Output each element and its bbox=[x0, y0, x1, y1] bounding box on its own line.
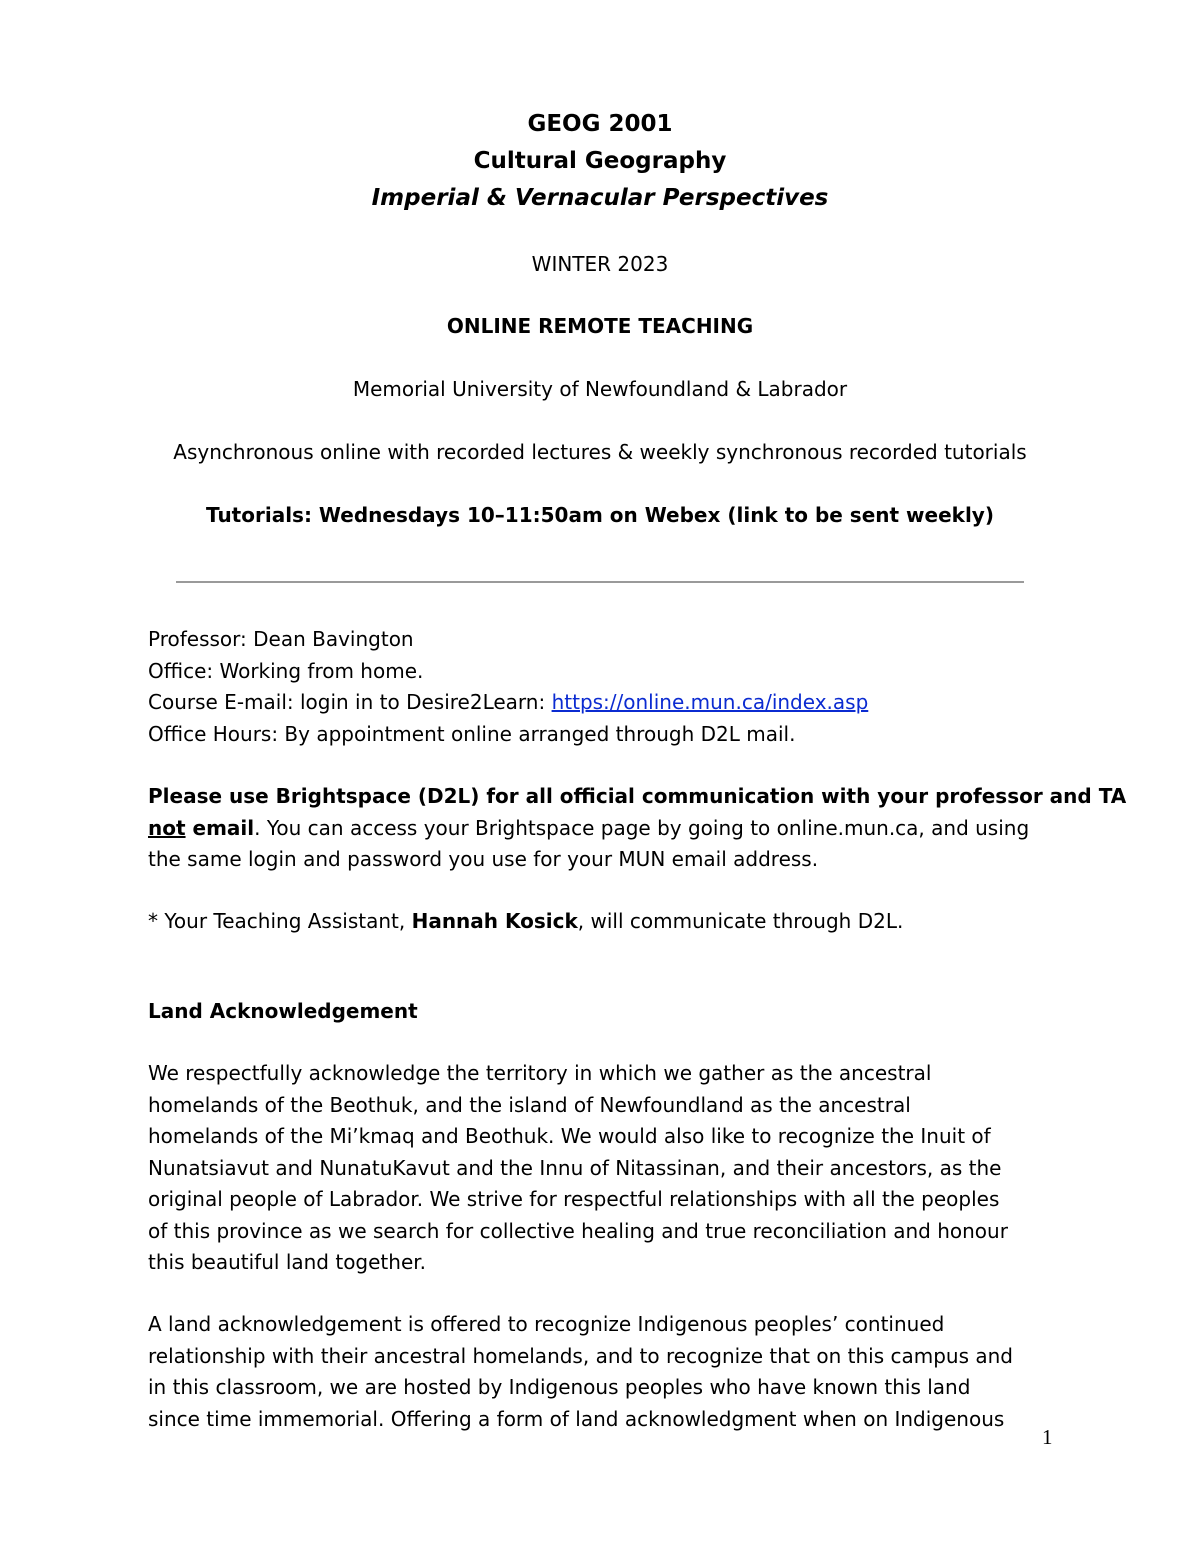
ta-note bbox=[148, 906, 903, 938]
paragraph-line: original people of Labrador. We strive for respectful relationships with all the peoples bbox=[148, 1187, 1000, 1211]
tutorial-schedule: Tutorials: Wednesdays 10–11:50am on Webex (link to be sent weekly) bbox=[206, 503, 994, 527]
university-name: Memorial University of Newfoundland & Labrador bbox=[352, 377, 848, 401]
paragraph-line: since time immemorial. Offering a form of land acknowledgment when on Indigenous bbox=[148, 1406, 1005, 1431]
paragraph-line: this beautiful land together. bbox=[148, 1250, 426, 1274]
communication-rest: . You can access your Brightspace page by going to online.mun.ca, and using bbox=[254, 815, 1030, 840]
land-acknowledgement-paragraph-2 bbox=[148, 1309, 1013, 1435]
email-label: Course E-mail: login in to Desire2Learn: bbox=[148, 690, 552, 714]
d2l-link[interactable]: https://online.mun.ca/index.asp bbox=[551, 690, 869, 714]
paragraph-line: homelands of the Beothuk, and the island of Newfoundland as the ancestral bbox=[148, 1092, 911, 1117]
not-emphasis: not bbox=[148, 815, 186, 840]
communication-notice bbox=[148, 781, 1126, 876]
professor-line: Professor: Dean Bavington bbox=[148, 627, 414, 651]
email-line bbox=[148, 687, 868, 719]
paragraph-line: We respectfully acknowledge the territory in which we gather as the ancestral bbox=[148, 1061, 932, 1085]
communication-line-2 bbox=[148, 813, 1126, 845]
land-acknowledgement-paragraph-1 bbox=[148, 1058, 1008, 1279]
ta-name: Hannah Kosick bbox=[411, 909, 578, 933]
ta-note-prefix: * Your Teaching Assistant, bbox=[148, 909, 412, 933]
ta-note-suffix: , will communicate through D2L. bbox=[577, 909, 904, 933]
course-title: Cultural Geography bbox=[473, 148, 727, 174]
paragraph-line: in this classroom, we are hosted by Indigenous peoples who have known this land bbox=[148, 1375, 971, 1399]
office-line: Office: Working from home. bbox=[148, 658, 424, 683]
paragraph-line: homelands of the Mi’kmaq and Beothuk. We would also like to recognize the Inuit of bbox=[148, 1124, 991, 1148]
paragraph-line: of this province as we search for collective healing and true reconciliation and honour bbox=[148, 1218, 1008, 1243]
course-format: Asynchronous online with recorded lectures & weekly synchronous recorded tutorials bbox=[173, 440, 1027, 464]
office-hours-line: Office Hours: By appointment online arranged through D2L mail. bbox=[148, 721, 796, 746]
page-number: 1 bbox=[1042, 1425, 1053, 1449]
delivery-mode: ONLINE REMOTE TEACHING bbox=[446, 314, 754, 338]
contact-info bbox=[148, 624, 868, 750]
paragraph-line: A land acknowledgement is offered to recognize Indigenous peoples’ continued bbox=[148, 1312, 945, 1336]
horizontal-divider bbox=[176, 581, 1024, 583]
term: WINTER 2023 bbox=[531, 252, 669, 276]
communication-line-3: the same login and password you use for your MUN email address. bbox=[148, 847, 819, 871]
paragraph-line: relationship with their ancestral homelands, and to recognize that on this campus and bbox=[148, 1343, 1013, 1368]
course-code: GEOG 2001 bbox=[527, 111, 673, 137]
land-acknowledgement-heading: Land Acknowledgement bbox=[148, 999, 418, 1023]
email-emphasis: email bbox=[185, 815, 255, 840]
course-subtitle: Imperial & Vernacular Perspectives bbox=[371, 185, 829, 211]
paragraph-line: Nunatsiavut and NunatuKavut and the Innu of Nitassinan, and their ancestors, as the bbox=[148, 1155, 1002, 1180]
communication-bold-line: Please use Brightspace (D2L) for all official communication with your professor and TA bbox=[148, 784, 1127, 808]
